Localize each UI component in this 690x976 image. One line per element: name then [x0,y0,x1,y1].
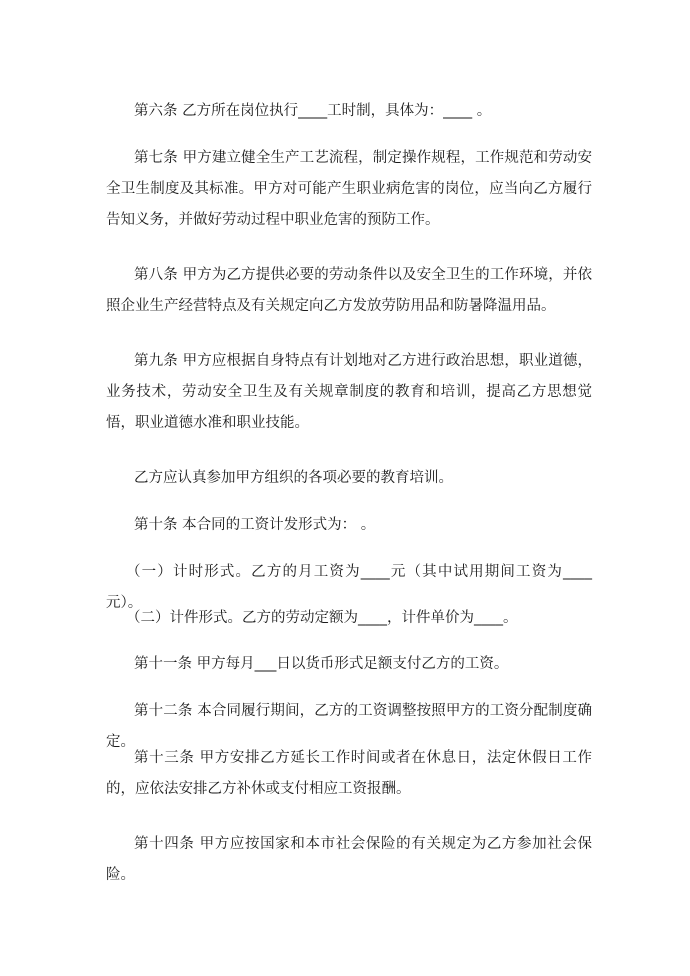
article-13: 第十三条 甲方安排乙方延长工作时间或者在休息日，法定休假日工作的，应依法安排乙方补休或支付相应工资报酬。 [106,750,592,797]
article-7: 第七条 甲方建立健全生产工艺流程，制定操作规程，工作规范和劳动安全卫生制度及其标准。甲方对可能产生职业病危害的岗位，应当向乙方履行告知义务，并做好劳动过程中职业危害的预防工作。 [106,150,592,228]
article-12: 第十二条 本合同履行期间，乙方的工资调整按照甲方的工资分配制度确定。 [106,703,592,750]
article-14: 第十四条 甲方应按国家和本市社会保险的有关规定为乙方参加社会保险。 [106,836,592,883]
article-11: 第十一条 甲方每月___日以货币形式足额支付乙方的工资。 [134,656,509,672]
article-9: 第九条 甲方应根据自身特点有计划地对乙方进行政治思想，职业道德，业务技术，劳动安全卫生及有关规章制度的教育和培训，提高乙方思想觉悟，职业道德水准和职业技能。 [106,353,592,431]
article-10-item-1: （一）计时形式。乙方的月工资为____元（其中试用期间工资为____元）。 [106,564,592,611]
article-10-item-2: （二）计件形式。乙方的劳动定额为____，计件单价为____。 [126,610,518,626]
article-8: 第八条 甲方为乙方提供必要的劳动条件以及安全卫生的工作环境，并依照企业生产经营特点及有关规定向乙方发放劳防用品和防暑降温用品。 [106,267,592,314]
article-6: 第六条 乙方所在岗位执行____工时制，具体为：____ 。 [134,103,492,119]
article-10: 第十条 本合同的工资计发形式为： 。 [134,517,376,533]
article-9-note: 乙方应认真参加甲方组织的各项必要的教育培训。 [134,470,453,486]
